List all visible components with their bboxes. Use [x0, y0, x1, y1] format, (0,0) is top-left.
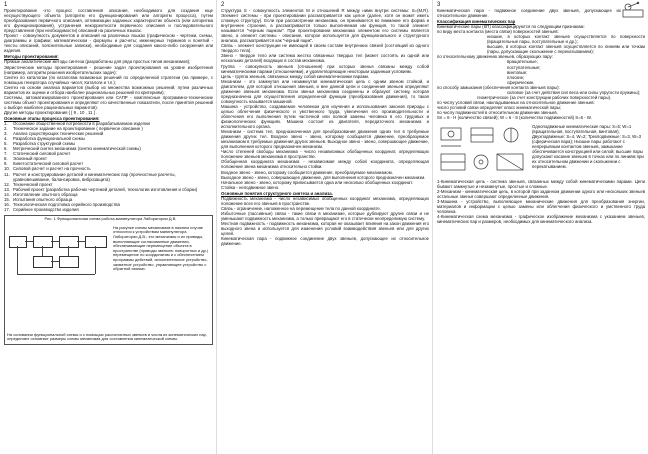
paragraph: Эвристические методы проектирования - решение задач проектирования на уровне изобретения (например, алгоритм решения изобретательских задач);: [4, 64, 213, 75]
list-item: 13. Рабочий проект (разработка рабочих чертежей деталей, технологии изготовления и сборки): [4, 186, 198, 192]
figure-caption: Рис. 1 Функциональная схема робота-манипулятора Лаборатории Д.В.: [44, 215, 177, 221]
list-item: 11. Расчет и конструирование деталей и кинематических пар (прочностные расчеты, уравновешивание, балансировка, виброзащита): [4, 171, 176, 182]
paragraph: Машина - устройство, создаваемое человеком для изучения и использования законов природы с целью облегчения физического и умственного труда, увеличения его производительности и облегчения его выполнения путем частичной или полной замены человека в его трудовых и физиологических функциях. Машина состоит из двигателя, передаточного механизма и исполнительного органа.: [221, 103, 429, 130]
list-item: поступательные;: [507, 64, 541, 70]
paragraph: Связь - ограничение, наложенное на перемещение тела по данной координате.: [221, 205, 381, 211]
list-item: число условий связи определяет класс кинематической пары;: [437, 104, 562, 110]
page-number: 3: [437, 2, 441, 8]
list-item: 10. Силовой расчет и расчет на прочность: [4, 166, 91, 172]
diagram-block: [85, 236, 107, 248]
section-heading: Методы проектирования:: [4, 54, 59, 60]
paragraph: Группа - совокупность звеньев (отношения) при которых звенья связаны между собой кинематическими парами (отношениями), и удовлетворяющие некоторым заданным условиям.: [221, 63, 429, 74]
list-item: 14. Изготовление опытного образца: [4, 191, 78, 197]
list-item: геометрическое (за счет конструкции рабочих поверхностей пары).: [477, 94, 612, 100]
list-item: вращательные;: [507, 59, 538, 65]
paragraph: Синтез по каталогам (по каталогам возможных решений по определенной стратегии (на примере, с помощью генератора случайных чисел; Каталоги и т.п.);: [4, 74, 213, 85]
diagram-block: [33, 256, 53, 268]
middle-column: [216, 0, 432, 454]
paragraph: Кинематические пары (КП) классифицируются по следующим признакам:: [437, 24, 585, 30]
list-item: высшие, в которых контакт звеньев осуществляется по линиям или точкам (пары, допускающие скольжение с перекатыванием);: [487, 44, 645, 55]
paragraph: Входное звено - звено, которому сообщается движение, преобразуемое механизмом.: [221, 169, 393, 175]
list-item: 1-Кинематическая цепь - система звеньев, связанных между собой кинематическими парами. Цепи бывают замкнутые и незамкнутые, простые и сложные.: [437, 179, 645, 190]
paragraph: Цепь - группа звеньев, связанных между собой кинематическими парами.: [221, 73, 370, 79]
diagram-feedback-line: [17, 274, 95, 275]
diagram-block: [9, 236, 27, 248]
paragraph: Проектирование -это процесс составления описания, необходимого для создания еще несуществующего объекта (алгоритм его функционирования или алгоритм процесса), путем преобразования первичного описания, оптимизации заданных характеристик объекта (или алгоритма его функционирования), устранения некорректности первичного описания и последовательного представления (при необходимости) описаний на различных языках.: [4, 8, 213, 34]
list-item: 1. Осознание общественной потребности в разрабатываемом изделии: [4, 121, 150, 127]
page-number: 1: [4, 2, 8, 8]
paragraph: Избыточные (пассивные) связи - такие связи в механизме, которые дублируют другие связи и не уменьшают подвижность механизма, а только превращают его в статически неопределимую систему.: [221, 210, 429, 221]
list-item: 16. Технологическая подготовка серийного производства: [4, 201, 120, 207]
diagram-connector: [68, 246, 69, 256]
paragraph: Прямые аналитические методы синтеза (разработаны для ряда простых типов механизмов);: [4, 59, 191, 65]
list-item: по относительному движению звеньев, образующих пару:: [437, 54, 553, 60]
kinematic-pairs-figure: [437, 124, 645, 176]
paragraph: Местная подвижность - подвижность механизма, которая не оказывает влияния на закон движения его выходного звена и используется для изменения условий взаимодействия звеньев или для других целей.: [221, 220, 429, 237]
diagram-connector: [25, 241, 33, 242]
section-heading: Основные понятия структурного синтеза и анализа.: [221, 190, 333, 196]
paragraph: Механизм - это замкнутая или незамкнутая кинематическая цепь с одним звеном стойкой, и двигателем, для которой отношения звеньев, и вне данной цепи и соединения звеньев определяют движение звеньев механизма. Если звенья механизма соединены и образуют систему, которая предназначена для осуществления определенной функции (преобразования движения), то такая совокупность называется машиной.: [221, 78, 429, 104]
figure-note: На основании функциональной схемы и с помощью рассчитанных звеньев и числа их кинематических пар, определяют основные размеры схемы механизма для составления кинематической схемы.: [7, 331, 207, 342]
list-item: 7. Статический силовой расчет: [4, 151, 71, 157]
list-item: 5. Разработка структурной схемы: [4, 141, 76, 147]
diagram-block: [33, 236, 53, 248]
paragraph: Механизм - система тел, предназначенная для преобразования движения одних тел в требуемые движения других тел. Входное звено - звено, которому сообщается движение, преобразуемое механизмом в требуемые движения других звеньев. Выходное звено - звено, совершающее движение, для выполнения которого предназначен механизм.: [221, 129, 429, 150]
formula: Sп = 6 - Н (количество связей); W = 6 - S (количество подвижностей) S=6 - W.: [437, 114, 592, 120]
list-item: 17. Серийное производство изделия: [4, 206, 79, 212]
paragraph: Другие методы проектирования ( [ 9 , 10 , 11 ] .: [4, 109, 98, 115]
paragraph: Начальное звено - звено, которому приписывается одна или несколько обобщенных координат.: [221, 179, 413, 185]
section-heading: Классификация кинематических пар: [437, 19, 516, 25]
page-number: 2: [221, 2, 225, 8]
paragraph: Обобщенная координата механизма - независимая между собой координата, определяющая положение звена механизма относительно стойки.: [221, 159, 429, 170]
list-item: 6. Метрический синтез механизма (синтез кинематической схемы): [4, 146, 141, 152]
diagram-connector: [51, 241, 59, 242]
paragraph: Число степеней свободы механизма - число независимых обобщенных координат, определяющих положение звеньев механизма в пространстве.: [221, 149, 429, 160]
paragraph: Проект - совокупность документов и описаний на различных языках (графическом - чертежи, схемы, диаграммы и графики; математическом - формулы и расчеты; инженерных терминов и понятий - тексты описаний, пояснительные записки), необходимые для создания какого-либо сооружения или изделия.: [4, 33, 213, 54]
paragraph: Синтез на основе анализа вариантов (выбор из множества возможных решений; путем различных вариантов их оценки и отбора наиболее рациональных решений по критериям);: [4, 84, 213, 95]
mechanism-sketch-icon: [622, 1, 644, 19]
list-item: по виду места контакта (места связи) поверхностей звеньев:: [437, 29, 559, 35]
diagram-connector: [95, 246, 96, 274]
paragraph: Стойка - неподвижное звено.: [221, 184, 280, 190]
figure-side-text: На рисунке схемы механизмов в нижнем случае относятся к устройствам манипулятора Лаборатории Д.В.; это механизмы и их приводы, выполняющие согласованные движения, обеспечивающие перемещение объекта в пространстве (приводы звеньев: поворотных и др.) перемещение по координатам и с обеспечением программы действий, исполнительное устройство, захватное устройство, управляющее устройство с обратной связью.: [113, 224, 209, 272]
list-item: сферические.: [507, 79, 535, 85]
diagram-connector: [77, 241, 85, 242]
paragraph: Связь - элемент конструкции не имеющей в своем составе внутренних связей (состоящий из одного твердого тела).: [221, 43, 429, 54]
list-item: плоские;: [507, 74, 525, 80]
list-item: 8. Эскизный проект: [4, 156, 47, 162]
paragraph: Звено - твердое тело или система жестко связанных твердых тел (может состоять из одной или нескольких деталей) входящих в состав механизма.: [221, 53, 429, 64]
list-item: 4. Разработка функциональной схемы: [4, 136, 85, 142]
list-item: по способу замыкания (обеспечения контакта звеньев пары):: [437, 84, 560, 90]
list-item: винтовые;: [507, 69, 528, 75]
figure-description: Одноподвижные кинематические пары: S=5; W=1 (вращательная, поступательная, винтовая); Двухподвижные: S=4, W=2; Трехподвижные: S=3, W=3 (сферическая пара); Низшие пары работают с непрерывным контактом звеньев, замыкание обеспечивается конструкцией или силой; высшие пары допускают касание звеньев в точках или по линиям при их относительном движении и скольжении с перекатыванием.: [532, 124, 644, 170]
paragraph: Системы, автоматизированного проектирования или САПР - комплексные программно-технические системы объект проектирования и определяют его качественные показатели, после принятия решений о выборе наиболее рациональных вариантов).: [4, 94, 213, 110]
list-item: 4-Кинематическая схема механизма - графическое изображение механизма с указанием звеньев, кинематических пар и размеров, необходимых для кинематического анализа.: [437, 214, 645, 225]
paragraph: Выходное звено - звено, совершающее движение, для выполнения которого предназначен механизм.: [221, 174, 426, 180]
list-item: низшие, в которых контакт звеньев осуществляется по поверхности (вращательные пары, поступательные и др.);: [487, 34, 645, 45]
list-item: по числу условий связи, накладываемых на относительное движение звеньев:: [437, 99, 595, 105]
diagram-connector: [17, 246, 18, 274]
list-item: 12. Технический проект: [4, 181, 53, 187]
list-item: 9. Кинетостатический силовой расчет: [4, 161, 84, 167]
diagram-connector: [42, 246, 43, 256]
list-item: силовое (за счет действия сил веса или силы упругости пружины);: [507, 89, 641, 95]
paragraph: Кинематическая пара - подвижное соединение двух звеньев, допускающее их относительное движение.: [437, 8, 621, 19]
paragraph: Структура S - совокупность элементов М и отношений R между ними внутри системы: S=(M,R). Элемент системы - при проектировании рассматривается как целое (далее, хотя он может иметь сложную структуру). Если при рассмотрении механизма, он принимается во внимание его форма и внутреннее строение, а рассматривается только выполняемая им функция, то такой элемент называется "черным ящиком". При проектировании механизма элементом его системы является звено, а элемент системы - описание, которое используется для функционального и структурного анализа, рассматривается как "черный ящик".: [221, 8, 429, 44]
functional-diagram-figure: [4, 215, 213, 345]
kinematic-pair-sketches: [437, 124, 529, 176]
list-item: 3-Машина - устройство, выполняющее механические движения для преобразования энергии, материалов и информации с целью замены или облегчения физического и умственного труда человека.: [437, 199, 645, 215]
section-heading: Основные этапы процесса проектирования:: [4, 115, 100, 121]
diagram-connector: [51, 261, 59, 262]
paragraph: Подвижность механизма - число независимых обобщенных координат механизма, определяющих положение всех его звеньев в пространстве.: [221, 195, 429, 206]
diagram-block: [59, 256, 79, 268]
right-column: [432, 0, 648, 454]
diagram-block: [59, 236, 79, 248]
list-item: 2-Механизм - кинематическая цепь, в которой при заданном движении одного или нескольких звеньев остальные звенья совершают определенные движения.: [437, 189, 645, 200]
list-item: 15. Испытания опытного образца: [4, 196, 73, 202]
left-column: [0, 0, 216, 454]
list-item: 2. Техническое задание на проектирование ( первичное описание ): [4, 126, 143, 132]
paragraph: Кинематическая пара - подвижное соединение двух звеньев, допускающее их относительное движение.: [221, 236, 429, 247]
list-item: по числу подвижностей в относительном движении звеньев.: [437, 109, 558, 115]
list-item: 3. Анализ существующих технических решений: [4, 131, 104, 137]
